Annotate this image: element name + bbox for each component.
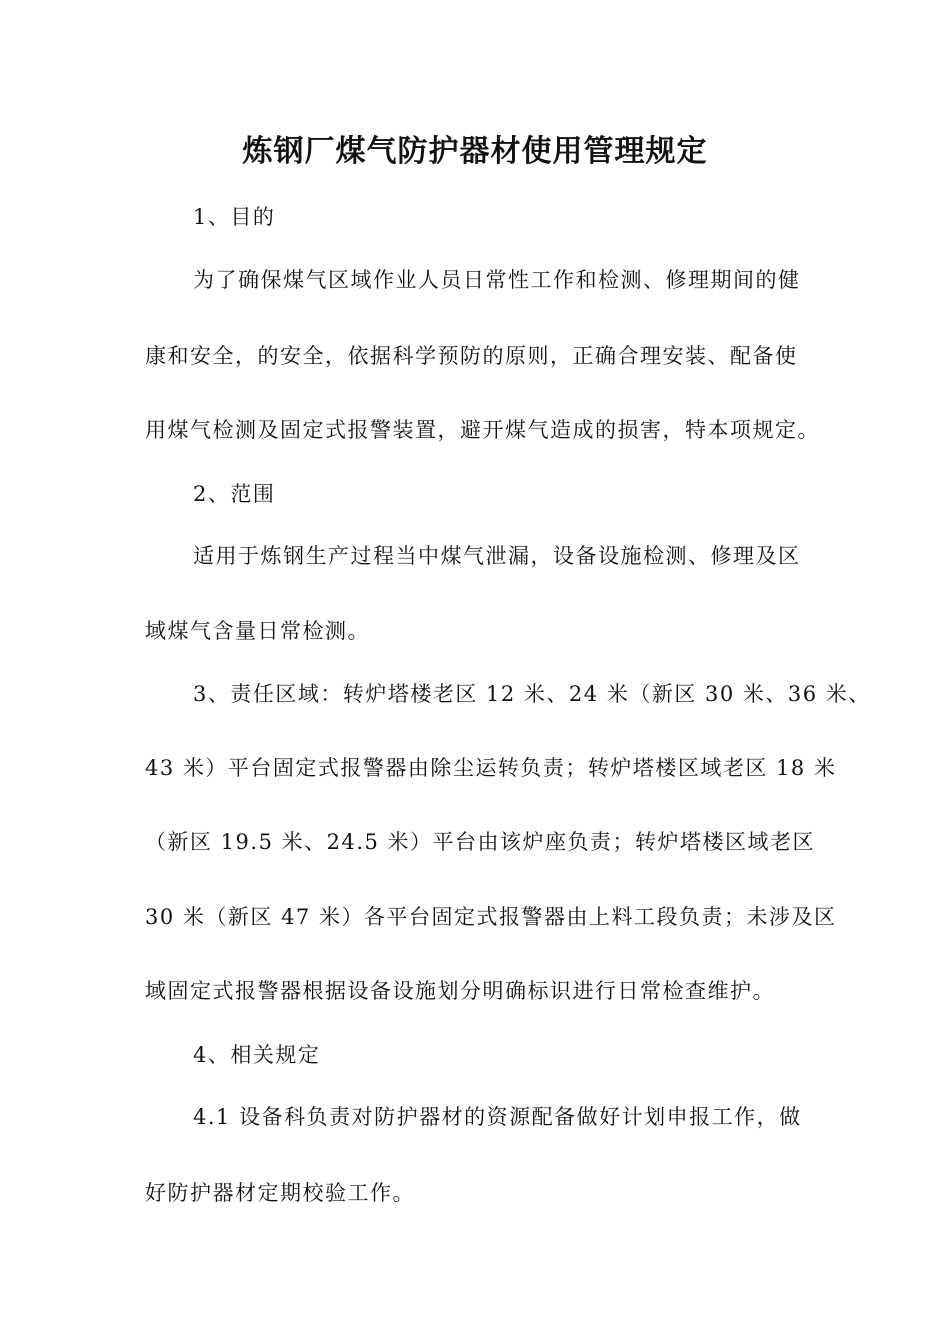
- section-heading-purpose: 1、目的: [193, 205, 276, 229]
- paragraph-line: 域固定式报警器根据设备设施划分明确标识进行日常检查维护。: [145, 979, 775, 1003]
- paragraph-line: 为了确保煤气区域作业人员日常性工作和检测、修理期间的健: [193, 268, 801, 292]
- paragraph-line: 43 米）平台固定式报警器由除尘运转负责；转炉塔楼区域老区 18 米: [145, 756, 837, 780]
- paragraph-line: 用煤气检测及固定式报警装置，避开煤气造成的损害，特本项规定。: [145, 418, 820, 442]
- paragraph-line: 4.1 设备科负责对防护器材的资源配备做好计划申报工作，做: [193, 1105, 802, 1129]
- document-title: 炼钢厂煤气防护器材使用管理规定: [242, 134, 708, 169]
- paragraph-line: 好防护器材定期校验工作。: [145, 1181, 415, 1205]
- section-heading-regulations: 4、相关规定: [193, 1043, 321, 1067]
- paragraph-line: 30 米（新区 47 米）各平台固定式报警器由上料工段负责；未涉及区: [145, 905, 837, 929]
- paragraph-line: 域煤气含量日常检测。: [145, 619, 370, 643]
- section-heading-responsibility: 3、责任区域：转炉塔楼老区 12 米、24 米（新区 30 米、36 米、: [193, 682, 871, 706]
- paragraph-line: 适用于炼钢生产过程当中煤气泄漏，设备设施检测、修理及区: [193, 544, 801, 568]
- section-heading-scope: 2、范围: [193, 482, 276, 506]
- paragraph-line: 康和安全，的安全，依据科学预防的原则，正确合理安装、配备使: [145, 344, 798, 368]
- paragraph-line: （新区 19.5 米、24.5 米）平台由该炉座负责；转炉塔楼区域老区: [145, 830, 816, 854]
